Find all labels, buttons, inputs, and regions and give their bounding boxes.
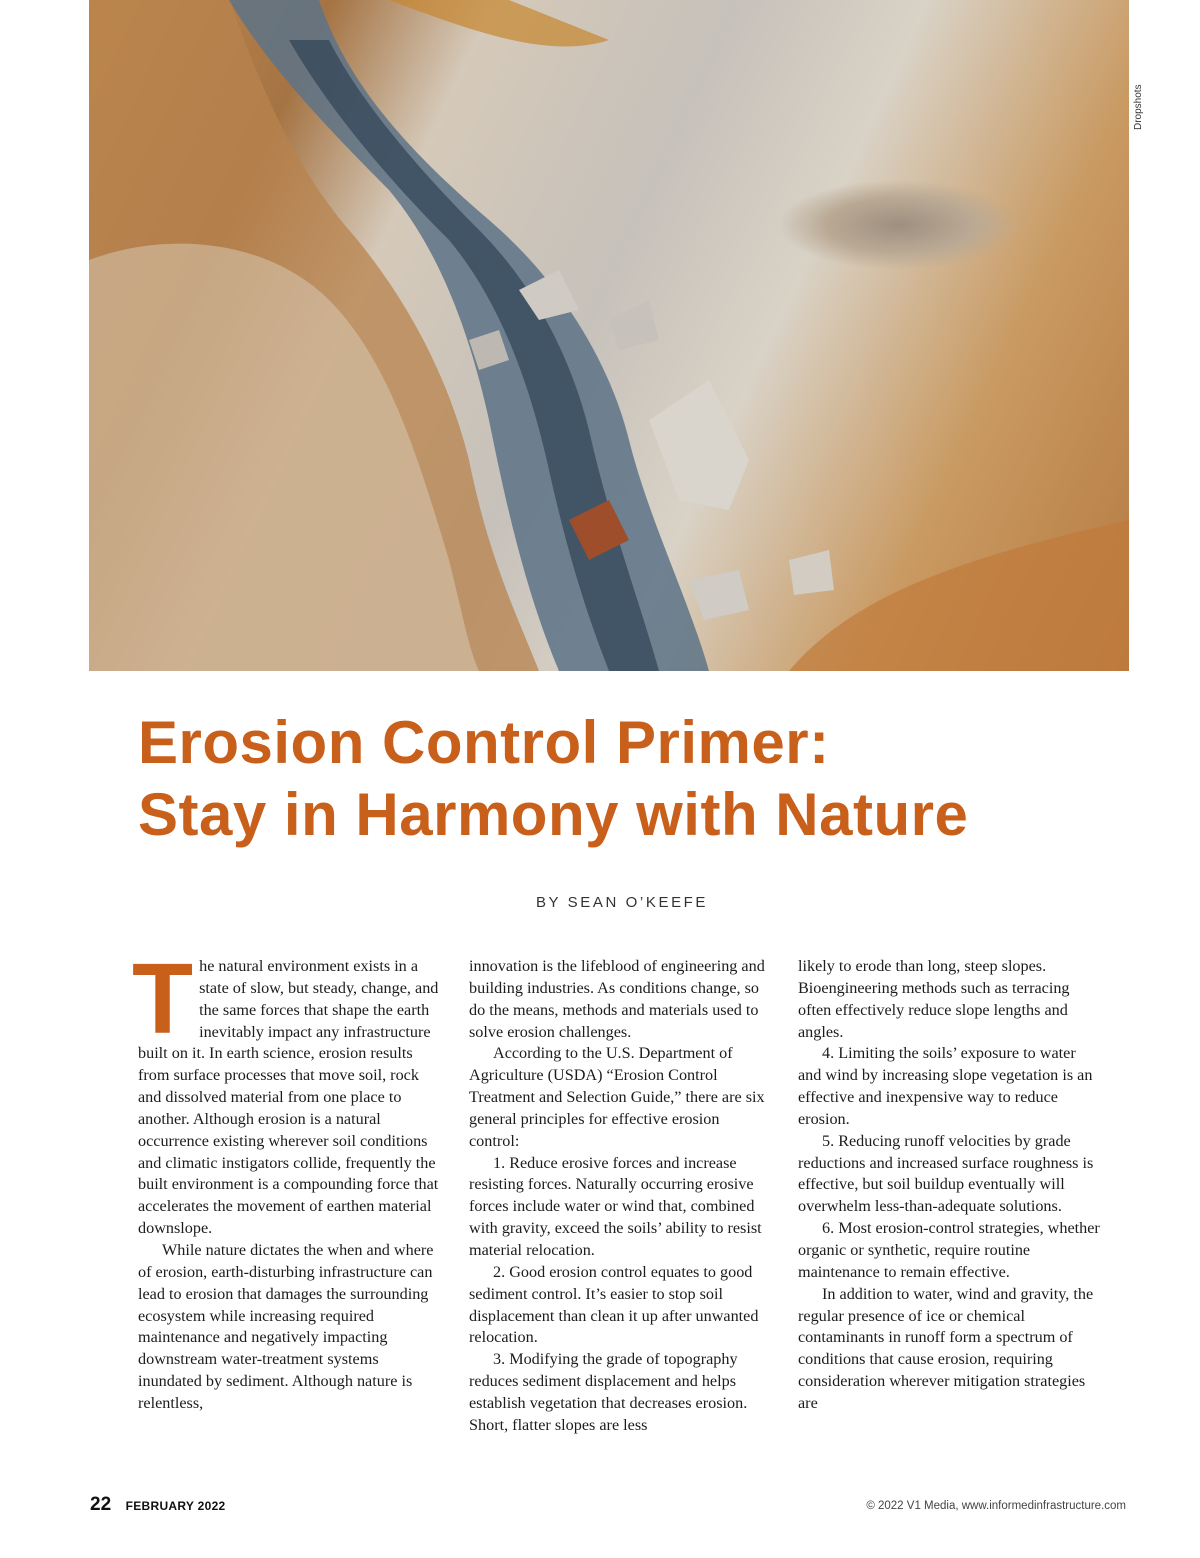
- paragraph: 3. Modifying the grade of topography reduces sediment displacement and helps establish vegetation that decreases erosion. Short, flatter slopes are less: [469, 1350, 748, 1434]
- paragraph: 2. Good erosion control equates to good sediment control. It’s easier to stop soil displacement than clean it up after unwanted relocation.: [469, 1262, 759, 1347]
- paragraph: 1. Reduce erosive forces and increase resisting forces. Naturally occurring erosive forces include water or wind that, combined with gravity, exceed the soils’ ability to resist material relocation.: [469, 1153, 762, 1259]
- paragraph: 6. Most erosion-control strategies, whether organic or synthetic, require routine maintenance to remain effective.: [798, 1219, 1100, 1281]
- paragraph: According to the U.S. Department of Agriculture (USDA) “Erosion Control Treatment and Selection Guide,” there are six general principles for effective erosion control:: [469, 1044, 765, 1150]
- page-number: 22: [90, 1494, 112, 1515]
- paragraph: innovation is the lifeblood of engineering and building industries. As conditions change, so do the means, methods and materials used to solve erosion challenges.: [469, 957, 765, 1041]
- footer-folio: [90, 1494, 226, 1516]
- issue-date: FEBRUARY 2022: [125, 1499, 226, 1513]
- title-line-1: Erosion Control Primer:: [138, 709, 830, 776]
- paragraph: 5. Reducing runoff velocities by grade reductions and increased surface roughness is effective, but soil buildup eventually will overwhelm less-than-adequate solutions.: [798, 1131, 1094, 1216]
- paragraph: he natural environment exists in a state of slow, but steady, change, and the same forces that shape the earth inevitably impact any infrastructure built on it. In earth science, erosion results from surface processes that move soil, rock and dissolved material from one place to another. Although erosion is a natural occurrence existing wherever soil conditions and climatic instigators collide, frequently the built environment is a compounding force that accelerates the movement of earthen material downslope.: [138, 957, 439, 1238]
- paragraph: In addition to water, wind and gravity, the regular presence of ice or chemical contaminants in runoff form a spectrum of conditions that cause erosion, requiring consideration wherever mitigation strategies are: [798, 1284, 1094, 1412]
- byline: BY SEAN O’KEEFE: [535, 894, 709, 911]
- footer-copyright: © 2022 V1 Media, www.informedinfrastructure.com: [866, 1500, 1126, 1512]
- title-line-2: Stay in Harmony with Nature: [138, 781, 969, 848]
- photo-credit: Dropshots: [1133, 84, 1144, 130]
- paragraph: While nature dictates the when and where of erosion, earth-disturbing infrastructure can lead to erosion that damages the surrounding ecosystem while increasing required maintenance and negatively impacting downstream water-treatment systems inundated by sediment. Although nature is relentless,: [138, 1240, 434, 1412]
- article-column-2: [469, 956, 773, 1437]
- paragraph: 4. Limiting the soils’ exposure to water and wind by increasing slope vegetation is an effective and inexpensive way to reduce erosion.: [798, 1044, 1093, 1128]
- drop-cap: T: [132, 943, 194, 1055]
- article-title: [138, 707, 1098, 851]
- article-column-1: [132, 943, 442, 1415]
- hero-photo: [89, 0, 1129, 671]
- article-column-3: [798, 956, 1102, 1415]
- eroded-stream-bed-photo-icon: [89, 0, 1129, 671]
- paragraph: likely to erode than long, steep slopes. Bioengineering methods such as terracing often effectively reduce slope lengths and angles.: [798, 957, 1070, 1041]
